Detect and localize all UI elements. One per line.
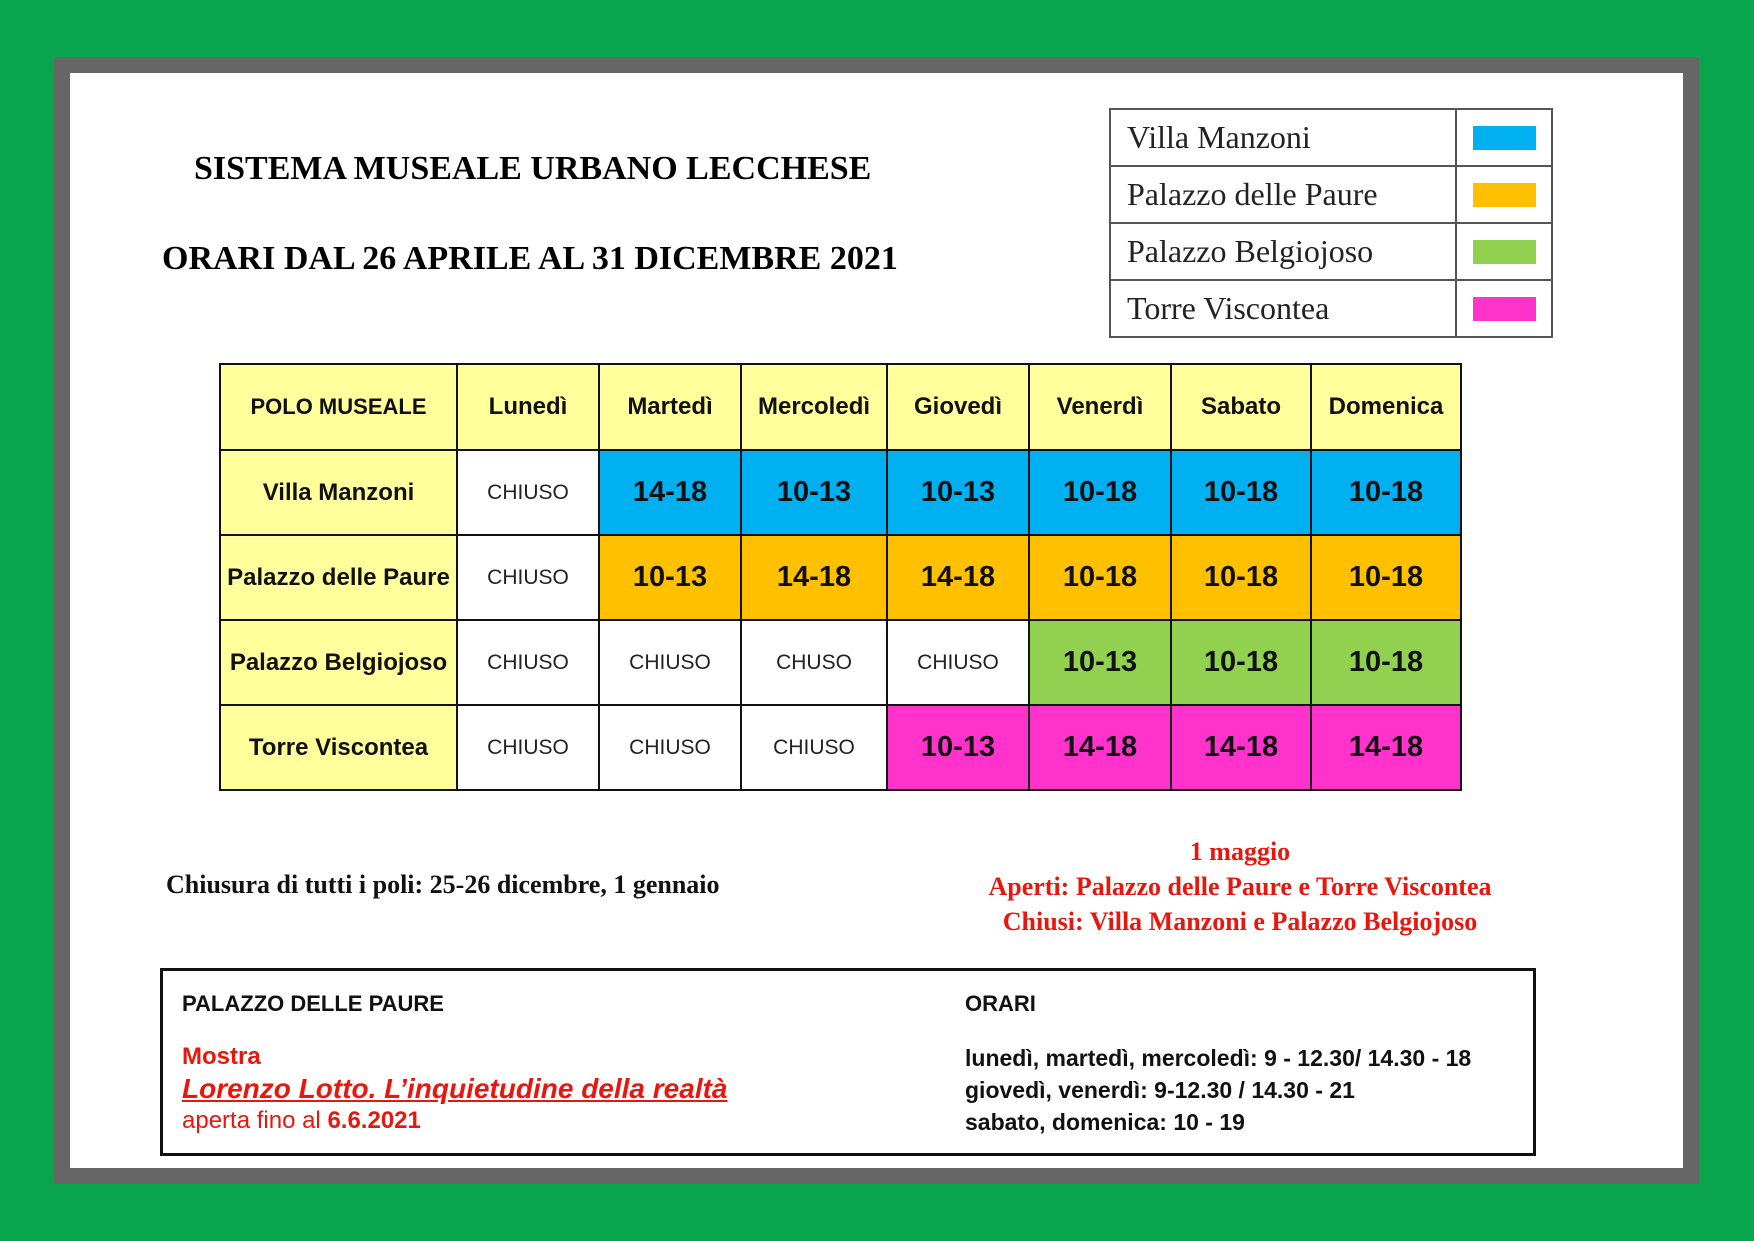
exhibition-title: Lorenzo Lotto. L’inquietudine della realtà xyxy=(182,1073,728,1104)
header-day: Venerdì xyxy=(1029,364,1171,450)
hours-cell: 10-18 xyxy=(1311,535,1461,620)
closed-cell: CHIUSO xyxy=(599,705,741,790)
header-day: Mercoledì xyxy=(741,364,887,450)
closed-cell: CHIUSO xyxy=(887,620,1029,705)
legend-swatch xyxy=(1473,240,1536,264)
may-first-note xyxy=(920,834,1560,939)
legend-swatch-cell xyxy=(1456,109,1552,166)
closed-cell: CHIUSO xyxy=(741,705,887,790)
hours-cell: 10-13 xyxy=(1029,620,1171,705)
may-note-date: 1 maggio xyxy=(1189,837,1291,866)
legend-row xyxy=(1110,280,1552,337)
header-polo: POLO MUSEALE xyxy=(220,364,457,450)
legend-swatch-cell xyxy=(1456,166,1552,223)
header-day: Domenica xyxy=(1311,364,1461,450)
legend-swatch xyxy=(1473,183,1536,207)
closure-note: Chiusura di tutti i poli: 25-26 dicembre, 1 gennaio xyxy=(166,870,720,899)
hours-title: ORARI xyxy=(965,991,1036,1016)
place-name: Palazzo Belgiojoso xyxy=(220,620,457,705)
hours-cell: 14-18 xyxy=(1311,705,1461,790)
hours-cell: 14-18 xyxy=(887,535,1029,620)
legend-label: Torre Viscontea xyxy=(1110,280,1456,337)
closed-cell: CHIUSO xyxy=(457,450,599,535)
exhibition-venue: PALAZZO DELLE PAURE xyxy=(182,991,444,1016)
schedule-table xyxy=(219,363,1462,791)
legend-row xyxy=(1110,109,1552,166)
hours-cell: 10-13 xyxy=(887,450,1029,535)
page-subtitle: ORARI DAL 26 APRILE AL 31 DICEMBRE 2021 xyxy=(162,240,898,277)
hours-cell: 10-13 xyxy=(741,450,887,535)
exhibition-box xyxy=(160,968,1536,1156)
header-day: Sabato xyxy=(1171,364,1311,450)
page-title: SISTEMA MUSEALE URBANO LECCHESE xyxy=(194,150,872,187)
hours-cell: 10-13 xyxy=(599,535,741,620)
open-date: 6.6.2021 xyxy=(327,1107,421,1134)
hours-cell: 14-18 xyxy=(1029,705,1171,790)
place-name: Palazzo delle Paure xyxy=(220,535,457,620)
hours-line: lunedì, martedì, mercoledì: 9 - 12.30/ 14.30 - 18 xyxy=(965,1045,1472,1071)
hours-cell: 10-18 xyxy=(1029,450,1171,535)
legend-row xyxy=(1110,223,1552,280)
legend-label: Villa Manzoni xyxy=(1110,109,1456,166)
hours-cell: 10-18 xyxy=(1029,535,1171,620)
hours-cell: 14-18 xyxy=(599,450,741,535)
may-note-open: Aperti: Palazzo delle Paure e Torre Viscontea xyxy=(988,872,1492,901)
hours-cell: 10-18 xyxy=(1311,620,1461,705)
legend-swatch-cell xyxy=(1456,280,1552,337)
closed-cell: CHIUSO xyxy=(599,620,741,705)
hours-cell: 10-18 xyxy=(1311,450,1461,535)
closed-cell: CHIUSO xyxy=(457,705,599,790)
may-note-closed: Chiusi: Villa Manzoni e Palazzo Belgiojoso xyxy=(1002,907,1478,936)
hours-line: giovedì, venerdì: 9-12.30 / 14.30 - 21 xyxy=(965,1077,1355,1103)
closed-cell: CHIUSO xyxy=(457,535,599,620)
exhibition-open-until xyxy=(182,1107,421,1135)
open-prefix: aperta fino al xyxy=(182,1107,328,1134)
legend-label: Palazzo Belgiojoso xyxy=(1110,223,1456,280)
legend-swatch-cell xyxy=(1456,223,1552,280)
place-name: Torre Viscontea xyxy=(220,705,457,790)
exhibition-label: Mostra xyxy=(182,1043,261,1070)
schedule-row xyxy=(220,620,1461,705)
hours-line: sabato, domenica: 10 - 19 xyxy=(965,1109,1245,1135)
hours-cell: 14-18 xyxy=(741,535,887,620)
hours-cell: 10-18 xyxy=(1171,535,1311,620)
header-day: Lunedì xyxy=(457,364,599,450)
schedule-row xyxy=(220,450,1461,535)
legend-label: Palazzo delle Paure xyxy=(1110,166,1456,223)
legend-row xyxy=(1110,166,1552,223)
hours-cell: 10-18 xyxy=(1171,620,1311,705)
hours-cell: 10-13 xyxy=(887,705,1029,790)
schedule-row xyxy=(220,535,1461,620)
legend-swatch xyxy=(1473,297,1536,321)
place-name: Villa Manzoni xyxy=(220,450,457,535)
hours-cell: 10-18 xyxy=(1171,450,1311,535)
closed-cell: CHIUSO xyxy=(457,620,599,705)
color-legend xyxy=(1109,108,1553,338)
legend-swatch xyxy=(1473,126,1536,150)
header-day: Martedì xyxy=(599,364,741,450)
closed-cell: CHUSO xyxy=(741,620,887,705)
schedule-row xyxy=(220,705,1461,790)
header-day: Giovedì xyxy=(887,364,1029,450)
hours-cell: 14-18 xyxy=(1171,705,1311,790)
